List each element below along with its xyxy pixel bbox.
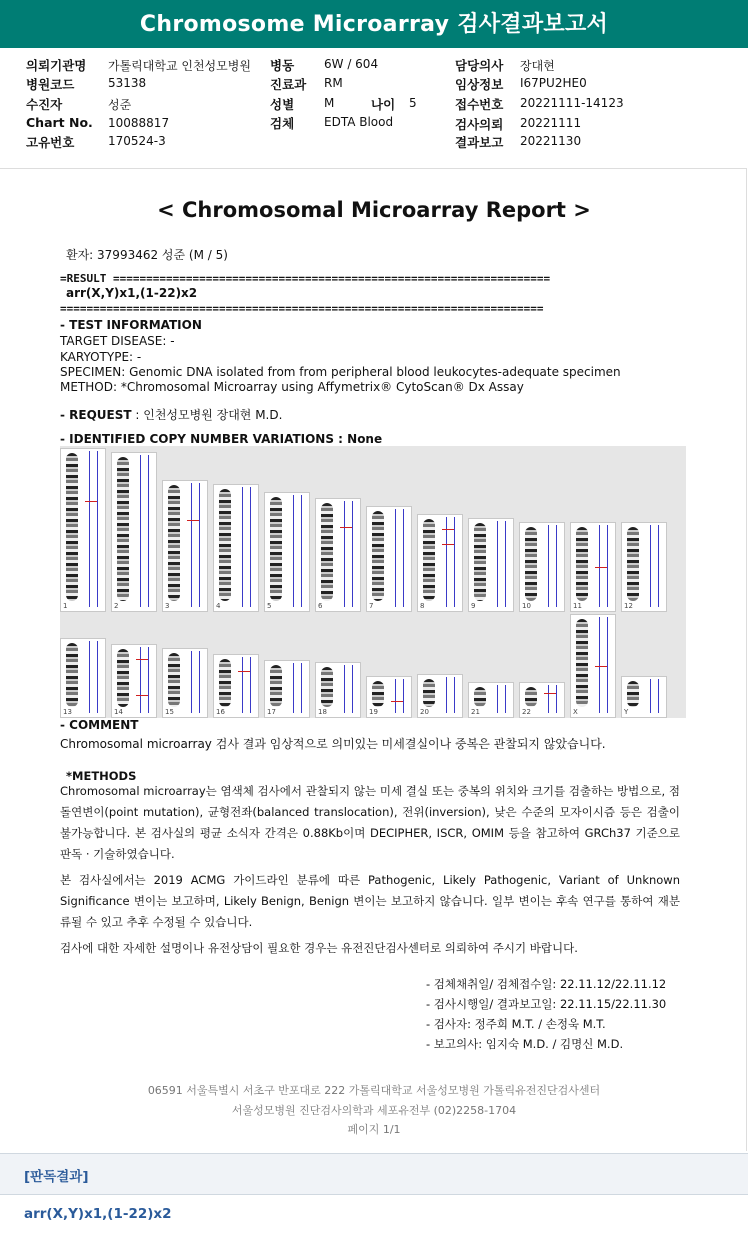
value-report-date: 20221130: [520, 134, 582, 148]
value-ward: 6W / 604: [324, 57, 379, 71]
chromosome-number-label: 17: [267, 708, 276, 716]
chromosome-20: [417, 674, 463, 718]
chromosome-16: [213, 654, 259, 718]
value-sex: M: [324, 96, 335, 110]
chromosome-13: [60, 638, 106, 718]
interpretation-value: arr(X,Y)x1,(1-22)x2: [24, 1206, 172, 1222]
comment-title: - COMMENT: [60, 718, 139, 732]
chromosome-9: [468, 518, 514, 612]
chromosome-number-label: 15: [165, 708, 174, 716]
date-test-report: - 검사시행일/ 결과보고일: 22.11.15/22.11.30: [426, 997, 667, 1011]
page-number: 페이지 1/1: [347, 1123, 401, 1136]
chromosome-17: [264, 660, 310, 718]
separator-line: =========================================================================: [60, 302, 544, 315]
header-info: [0, 0, 748, 160]
chromosome-number-label: 11: [573, 602, 582, 610]
interpretation-label: [판독결과]: [24, 1169, 89, 1185]
date-collection-receipt: - 검체채취일/ 검체접수일: 22.11.12/22.11.12: [426, 977, 667, 991]
result-value: arr(X,Y)x1,(1-22)x2: [66, 286, 198, 300]
chromosome-number-label: 13: [63, 708, 72, 716]
chromosome-number-label: 1: [63, 602, 68, 610]
value-department: RM: [324, 76, 343, 90]
chromosome-number-label: 3: [165, 602, 170, 610]
chromosome-number-label: 22: [522, 708, 531, 716]
label-hospital-code: 병원코드: [26, 77, 75, 92]
request-label: - REQUEST: [60, 408, 132, 422]
chromosome-number-label: 14: [114, 708, 123, 716]
specimen-line: SPECIMEN: Genomic DNA isolated from from peripheral blood leukocytes-adequate specimen: [60, 365, 621, 379]
label-physician: 담당의사: [455, 58, 504, 73]
report-document: [0, 168, 748, 1150]
karyogram: [60, 446, 686, 718]
cnv-line: - IDENTIFIED COPY NUMBER VARIATIONS : None: [60, 432, 383, 446]
chromosome-19: [366, 676, 412, 718]
chromosome-number-label: 9: [471, 602, 476, 610]
chromosome-number-label: 12: [624, 602, 633, 610]
methods-title: *METHODS: [66, 769, 137, 783]
chromosome-number-label: 21: [471, 708, 480, 716]
test-info-title: - TEST INFORMATION: [60, 318, 202, 332]
label-patient: 수진자: [26, 97, 63, 112]
interpretation-header: [0, 1153, 748, 1195]
value-chart-no: 10088817: [108, 116, 170, 130]
chromosome-12: [621, 522, 667, 612]
chromosome-4: [213, 484, 259, 612]
chromosome-11: [570, 522, 616, 612]
chromosome-1: [60, 448, 106, 612]
label-requesting-institution: 의뢰기관명: [26, 58, 87, 73]
comment-text: Chromosomal microarray 검사 결과 임상적으로 의미있는 미세결실이나 중복은 관찰되지 않았습니다.: [60, 737, 606, 751]
label-ward: 병동: [270, 58, 295, 73]
chromosome-y: [621, 676, 667, 718]
chromosome-number-label: Y: [624, 708, 629, 716]
chromosome-number-label: 6: [318, 602, 323, 610]
value-requesting-institution: 가톨릭대학교 인천성모병원: [108, 59, 251, 73]
label-unique-no: 고유번호: [26, 135, 75, 150]
chromosome-number-label: 4: [216, 602, 221, 610]
methods-paragraph-2: 본 검사실에서는 2019 ACMG 가이드라인 분류에 따른 Pathogenic, Likely Pathogenic, Variant of Unknown Significance 변이는 보고하며, Likely Benign, Benign 변이는 보고하지 않습니다. 일부 변이는 후속 연구를 통하여 재분류될 수 있고 추후 수정될 수 있습니다.: [60, 873, 680, 929]
chromosome-7: [366, 506, 412, 612]
karyotype: KARYOTYPE: -: [60, 350, 142, 364]
report-title: Chromosome Microarray 검사결과보고서: [139, 12, 609, 37]
methods-paragraph-1: Chromosomal microarray는 염색체 검사에서 관찰되지 않는 미세 결실 또는 중복의 위치와 크기를 검출하는 방법으로, 점돌연변이(point mutation), 균형전좌(balanced translocation), 전위(inversion), 낮은 수준의 모자이시즘 등은 검출이 불가능합니다. 본 검사실의 평균 소식자 간격은 0.88Kb이며 DECIPHER, ISCR, OMIM 등을 참고하여 GRCh37 기준으로 판독 · 기술하였습니다.: [60, 784, 680, 861]
value-unique-no: 170524-3: [108, 134, 166, 148]
value-hospital-code: 53138: [108, 76, 147, 90]
chromosome-22: [519, 682, 565, 718]
chromosome-8: [417, 514, 463, 612]
label-specimen: 검체: [270, 116, 295, 131]
chromosome-15: [162, 648, 208, 718]
chromosome-number-label: 19: [369, 708, 378, 716]
value-patient: 성준: [108, 98, 132, 112]
label-clinical-info: 임상정보: [455, 77, 504, 92]
chromosome-14: [111, 644, 157, 718]
chromosome-number-label: 18: [318, 708, 327, 716]
footer-address: 06591 서울특별시 서초구 반포대로 222 가톨릭대학교 서울성모병원 가톨릭유전진단검사센터: [147, 1084, 601, 1097]
value-age: 5: [409, 96, 417, 110]
chromosome-3: [162, 480, 208, 612]
chromosome-number-label: 10: [522, 602, 531, 610]
label-report-date: 결과보고: [455, 135, 504, 150]
chromosome-18: [315, 662, 361, 718]
chromosome-6: [315, 498, 361, 612]
label-department: 진료과: [270, 77, 307, 92]
target-disease: TARGET DISEASE: -: [60, 334, 175, 348]
method-line: METHOD: *Chromosomal Microarray using Affymetrix® CytoScan® Dx Assay: [60, 380, 524, 394]
value-accession-no: 20221111-14123: [520, 96, 624, 110]
request-line: [60, 406, 282, 423]
label-request-date: 검사의뢰: [455, 117, 504, 132]
label-chart-no: Chart No.: [26, 115, 93, 130]
footer-department: 서울성모병원 진단검사의학과 세포유전부 (02)2258-1704: [231, 1104, 517, 1117]
value-clinical-info: I67PU2HE0: [520, 76, 587, 90]
request-value: : 인천성모병원 장대현 M.D.: [131, 408, 283, 422]
label-accession-no: 접수번호: [455, 97, 504, 112]
technicians: - 검사자: 정주희 M.T. / 손정욱 M.T.: [426, 1017, 606, 1031]
chromosome-number-label: 2: [114, 602, 119, 610]
value-physician: 장대현: [520, 59, 555, 73]
chromosome-x: [570, 614, 616, 718]
chromosome-number-label: X: [573, 708, 578, 716]
report-heading: < Chromosomal Microarray Report >: [157, 198, 591, 222]
label-sex: 성별: [270, 97, 295, 112]
value-request-date: 20221111: [520, 116, 582, 130]
chromosome-number-label: 16: [216, 708, 225, 716]
chromosome-10: [519, 522, 565, 612]
chromosome-2: [111, 452, 157, 612]
chromosome-number-label: 8: [420, 602, 425, 610]
reporting-physicians: - 보고의사: 임지숙 M.D. / 김명신 M.D.: [426, 1037, 624, 1051]
chromosome-number-label: 5: [267, 602, 272, 610]
methods-paragraph-3: 검사에 대한 자세한 설명이나 유전상담이 필요한 경우는 유전진단검사센터로 의뢰하여 주시기 바랍니다.: [60, 941, 578, 955]
chromosome-number-label: 20: [420, 708, 429, 716]
chromosome-21: [468, 682, 514, 718]
patient-line: 환자: 37993462 성준 (M / 5): [66, 248, 228, 262]
result-separator: =RESULT ==================================================================: [60, 272, 551, 285]
label-age: 나이: [371, 97, 396, 112]
value-specimen: EDTA Blood: [324, 115, 394, 129]
chromosome-number-label: 7: [369, 602, 374, 610]
chromosome-5: [264, 492, 310, 612]
